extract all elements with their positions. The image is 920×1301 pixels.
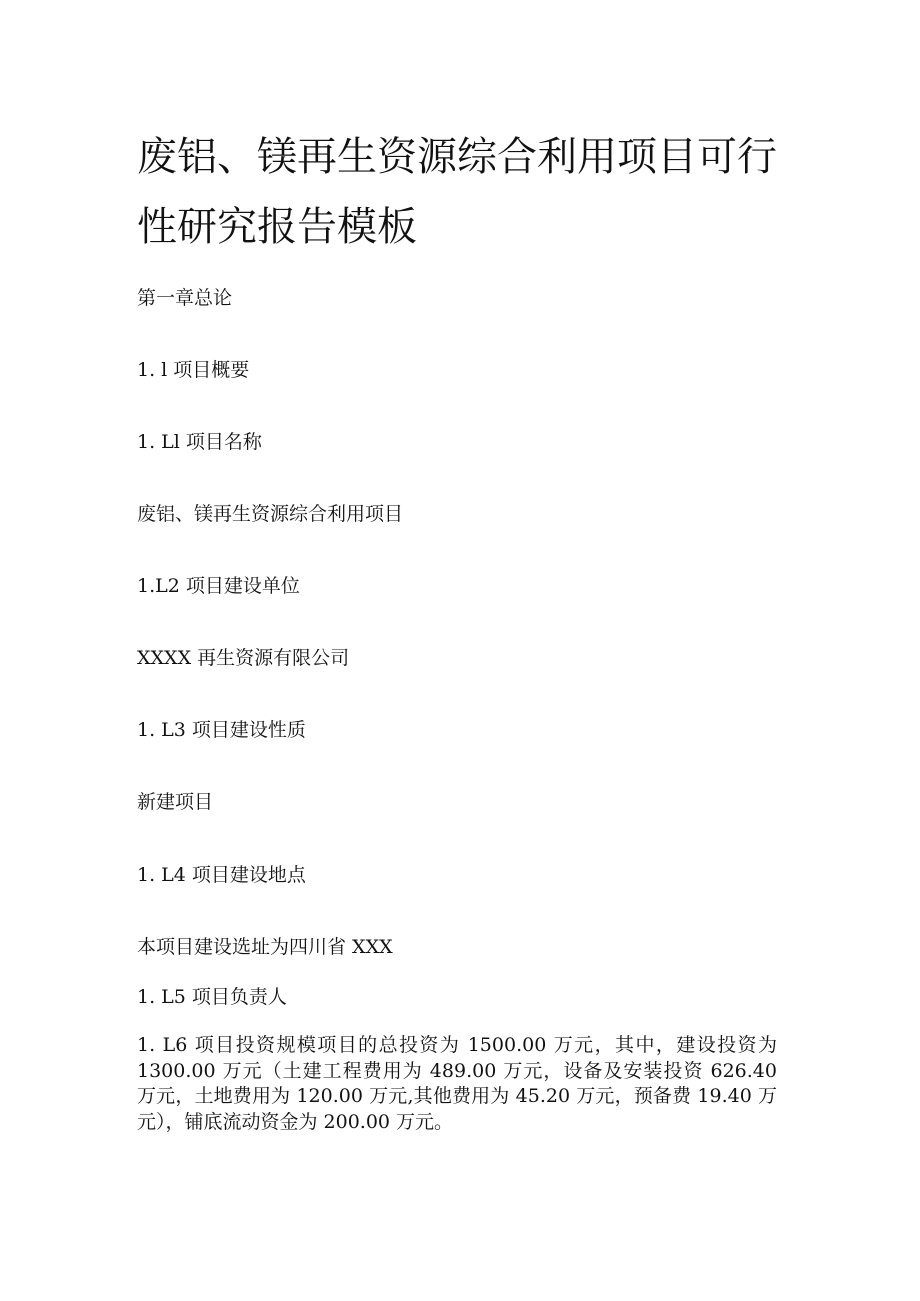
section-heading-manager: 1. L5 项目负责人 xyxy=(137,986,287,1008)
section-heading-project-name: 1. Ll 项目名称 xyxy=(137,431,262,453)
section-heading-nature: 1. L3 项目建设性质 xyxy=(137,719,306,741)
section-heading-location: 1. L4 项目建设地点 xyxy=(137,864,306,886)
chapter-heading: 第一章总论 xyxy=(137,287,233,309)
investment-paragraph: 1. L6 项目投资规模项目的总投资为 1500.00 万元，其中，建设投资为 1300.00 万元（土建工程费用为 489.00 万元，设备及安装投资 626.40 万元，土地费用为 120.00 万元,其他费用为 45.20 万元，预备费 19.40 万元），铺底流动资金为 200.00 万元。 xyxy=(137,1034,777,1133)
section-heading-builder: 1.L2 项目建设单位 xyxy=(137,575,300,597)
document-title: 废铝、镁再生资源综合利用项目可行性研究报告模板 xyxy=(137,134,777,250)
section-heading-overview: 1. l 项目概要 xyxy=(137,359,250,381)
project-name-text: 废铝、镁再生资源综合利用项目 xyxy=(137,503,404,525)
project-nature-text: 新建项目 xyxy=(137,791,214,813)
builder-name-text: XXXX 再生资源有限公司 xyxy=(137,647,350,669)
project-location-text: 本项目建设选址为四川省 XXX xyxy=(137,936,393,958)
